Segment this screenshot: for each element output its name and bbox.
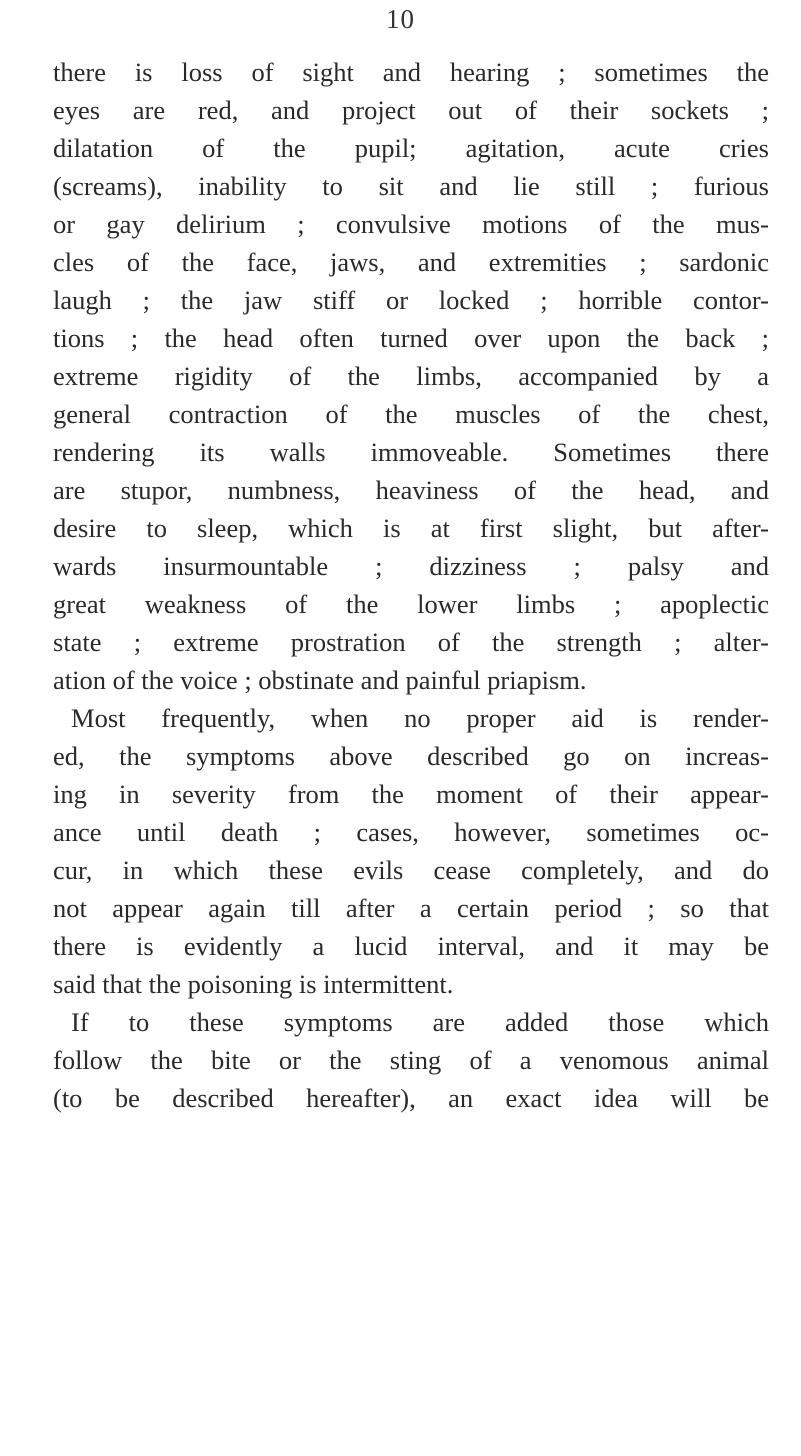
text-line: ation of the voice ; obstinate and painful priapism. <box>53 665 587 695</box>
text-line: dilatation of the pupil; agitation, acute cries <box>53 133 769 163</box>
text-line: laugh ; the jaw stiff or locked ; horrible contor- <box>53 285 769 315</box>
text-line: eyes are red, and project out of their sockets ; <box>53 95 769 125</box>
text-line: are stupor, numbness, heaviness of the head, and <box>53 475 769 505</box>
text-line: said that the poisoning is intermittent. <box>53 969 454 999</box>
text-line: rendering its walls immoveable. Sometimes there <box>53 437 769 467</box>
text-line: cur, in which these evils cease completely, and do <box>53 855 769 885</box>
paragraph-first-line: If to these symptoms are added those which <box>71 1007 769 1037</box>
text-line: or gay delirium ; convulsive motions of the mus- <box>53 209 769 239</box>
text-line: there is evidently a lucid interval, and it may be <box>53 931 769 961</box>
text-line: cles of the face, jaws, and extremities ; sardonic <box>53 247 769 277</box>
text-line: general contraction of the muscles of the chest, <box>53 399 769 429</box>
text-line: ing in severity from the moment of their appear- <box>53 779 769 809</box>
text-line: not appear again till after a certain period ; so that <box>53 893 769 923</box>
text-line: ed, the symptoms above described go on increas- <box>53 741 769 771</box>
text-line: follow the bite or the sting of a venomous animal <box>53 1045 769 1075</box>
text-line: there is loss of sight and hearing ; sometimes the <box>53 57 769 87</box>
text-line: wards insurmountable ; dizziness ; palsy and <box>53 551 769 581</box>
text-line: (to be described hereafter), an exact idea will be <box>53 1083 769 1113</box>
text-line: tions ; the head often turned over upon the back ; <box>53 323 769 353</box>
paragraph-first-line: Most frequently, when no proper aid is render- <box>71 703 769 733</box>
text-line: ance until death ; cases, however, sometimes oc- <box>53 817 769 847</box>
body-text <box>53 53 769 1117</box>
text-line: great weakness of the lower limbs ; apoplectic <box>53 589 769 619</box>
text-line: state ; extreme prostration of the strength ; alter- <box>53 627 769 657</box>
text-line: desire to sleep, which is at first slight, but after- <box>53 513 769 543</box>
text-line: extreme rigidity of the limbs, accompanied by a <box>53 361 769 391</box>
page-number: 10 <box>386 4 415 34</box>
text-line: (screams), inability to sit and lie still ; furious <box>53 171 769 201</box>
